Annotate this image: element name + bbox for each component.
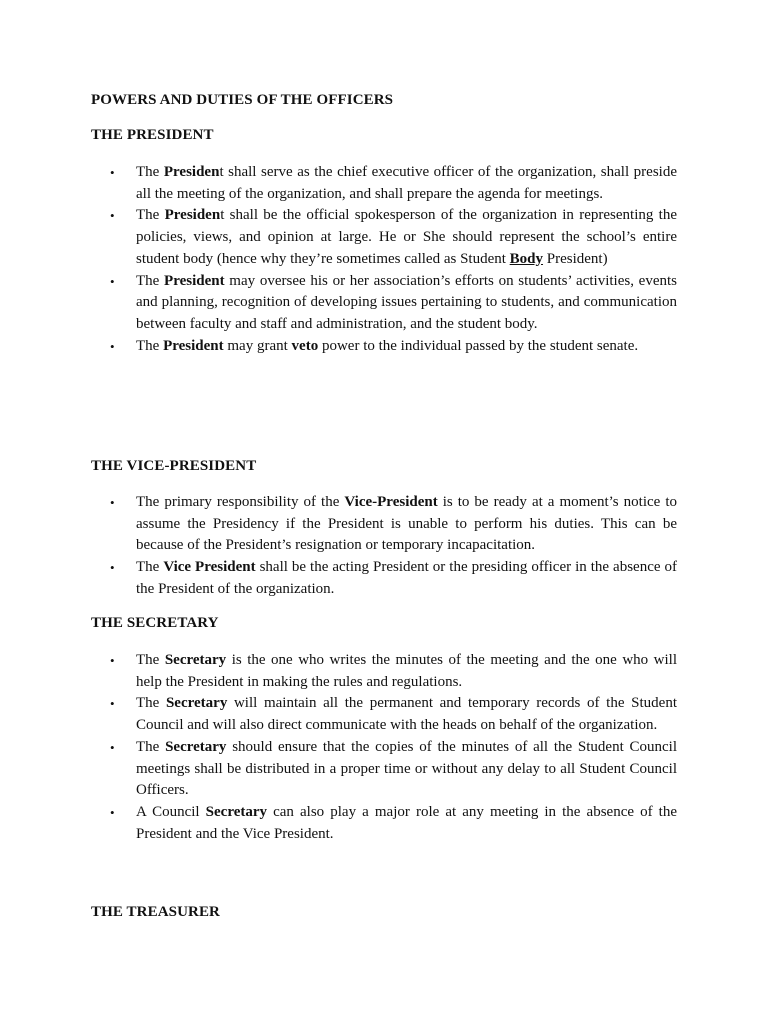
bullet-icon: • [110, 804, 115, 820]
list-item: • The Secretary will maintain all the permanent and temporary records of the Student Council and will also direct communicate with the heads on behalf of the organization. [110, 695, 677, 734]
list-item: • The President may oversee his or her association’s efforts on students’ activities, events and planning, recognition of developing issues pertaining to students, and communication between faculty and staff and administration, and the student body. [110, 272, 677, 332]
bullet-icon: • [110, 338, 115, 354]
section-heading-vice-president: THE VICE-PRESIDENT [91, 458, 257, 474]
bullet-icon: • [110, 560, 115, 576]
bullet-icon: • [110, 495, 115, 510]
bullet-icon: • [110, 739, 115, 755]
list-item: • The Secretary is the one who writes the minutes of the meeting and the one who will help the President in making the rules and regulations. [110, 652, 677, 690]
bullet-icon: • [110, 208, 115, 224]
list-item: • The President shall be the official spokesperson of the organization in representing the policies, views, and opinion at large. He or She should represent the school’s entire student body (hence why they’re sometimes called as Student Body President) [110, 207, 677, 267]
section-heading-treasurer: THE TREASURER [91, 904, 220, 920]
list-item: • A Council Secretary can also play a major role at any meeting in the absence of the President and the Vice President. [110, 803, 677, 842]
bullet-icon: • [110, 273, 115, 289]
list-item: • The President may grant veto power to the individual passed by the student senate. [0, 336, 677, 358]
section-heading-secretary: THE SECRETARY [91, 615, 219, 631]
section-heading-president: THE PRESIDENT [91, 127, 214, 143]
list-item: • The President shall serve as the chief executive officer of the organization, shall preside all the meeting of the organization, and shall prepare the agenda for meetings. [110, 164, 677, 202]
secretary-duties-list [0, 650, 677, 845]
bullet-icon: • [110, 165, 115, 180]
document-title: POWERS AND DUTIES OF THE OFFICERS [91, 92, 394, 108]
president-duties-list [0, 162, 677, 357]
bullet-icon: • [110, 653, 115, 668]
bullet-icon: • [110, 696, 115, 712]
list-item: • The Secretary should ensure that the copies of the minutes of all the Student Council meetings shall be distributed in a proper time or without any delay to all Student Council Officers. [110, 738, 677, 799]
vice-president-duties-list [0, 492, 677, 601]
list-item: • The Vice President shall be the acting President or the presiding officer in the absence of the President of the organization. [110, 559, 677, 597]
list-item: • The primary responsibility of the Vice-President is to be ready at a moment’s notice to assume the Presidency if the President is unable to perform his duties. This can be because of the President’s resignation or temporary incapacitation. [110, 494, 677, 554]
